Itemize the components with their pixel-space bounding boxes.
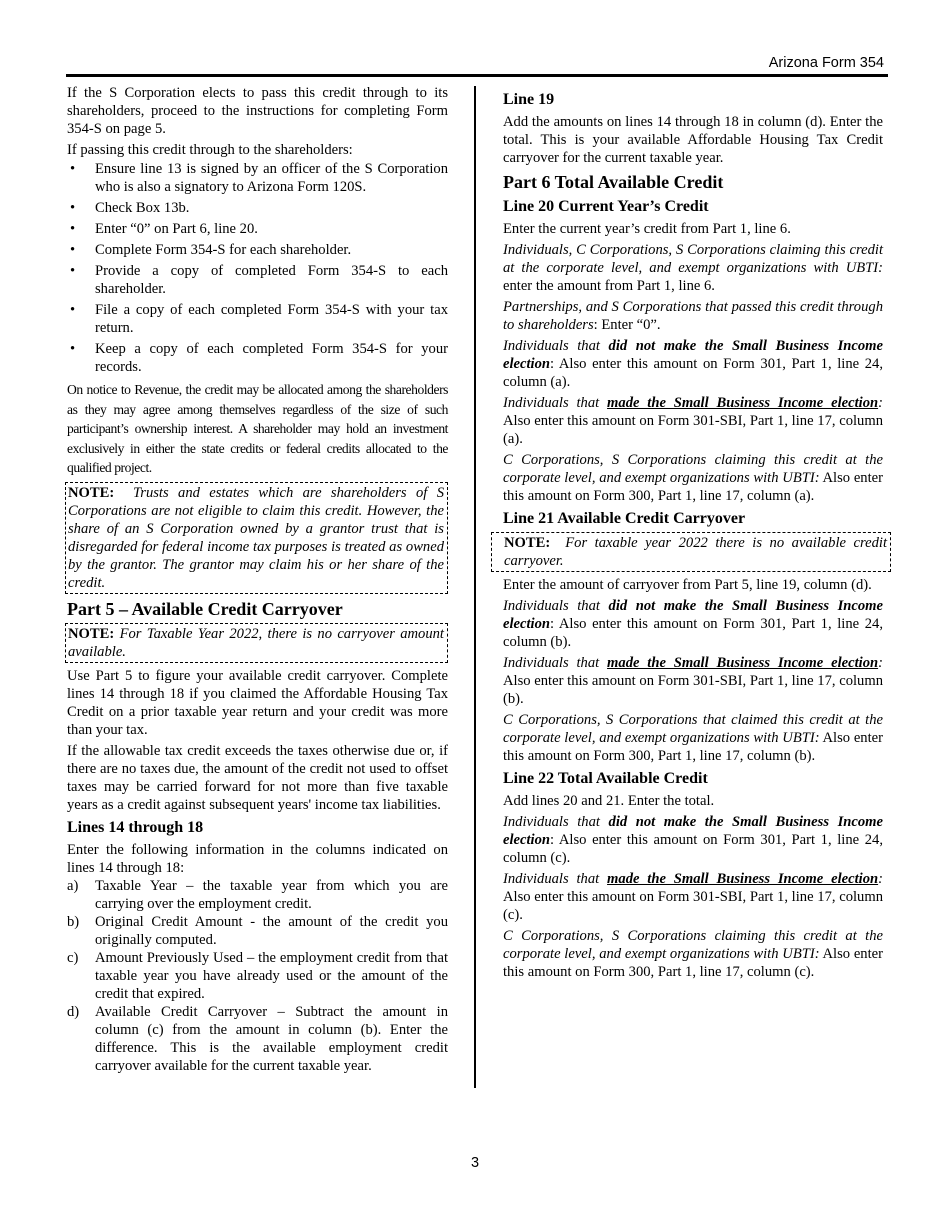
note-box-trusts [65,482,448,594]
colon: : [878,655,883,671]
lines14-18-heading: Lines 14 through 18 [67,818,204,836]
rest-text: Also enter this amount on Form 301-SBI, Part 1, line 17, column (a). [503,413,883,447]
item-text: Original Credit Amount - the amount of the credit you originally computed. [95,913,448,948]
lead-text: Partnerships, and S Corporations that passed this credit through to shareholders [503,299,883,333]
line22-c-corps [503,927,883,981]
notice-paragraph: On notice to Revenue, the credit may be allocated among the shareholders as they may agree among themselves regardless of the size of such participant’s ownership interest. A shareholder may hold an investment exclusively in either the state credits or federal credits allocated to the qualified project. [67,382,448,475]
lead-text: Individuals, C Corporations, S Corporations claiming this credit at the corporate level, and exempt organizations with UBTI: [503,242,883,276]
ind-prefix: Individuals that [503,338,600,354]
rest-text: enter the amount from Part 1, line 6. [503,278,715,294]
list-item [67,949,448,1003]
rest-text: : Enter “0”. [593,317,661,333]
line22-no-sbi [503,813,883,867]
list-item: • Complete Form 354-S for each shareholder. [67,241,448,259]
line20-sbi [503,394,883,448]
note-text: For taxable year 2022 there is no available credit carryover. [504,535,887,569]
note-box-line21 [491,532,891,572]
line22-text: Add lines 20 and 21. Enter the total. [503,793,715,809]
line20-no-sbi [503,337,883,391]
line21-sbi [503,654,883,708]
rest-text: Also enter this amount on Form 300, Part 1, line 17, column (a). [503,470,883,504]
line19-text: Add the amounts on lines 14 through 18 in column (d). Enter the total. This is your available Affordable Housing Tax Credit carryover for the current taxable year. [503,114,883,166]
part5-heading: Part 5 – Available Credit Carryover [67,598,343,619]
ind-prefix: Individuals that [503,655,600,671]
note-label: NOTE: [68,484,115,501]
note-label: NOTE: [68,625,115,642]
page-number: 3 [470,1155,480,1171]
shareholder-steps-list [67,160,448,376]
list-item [67,877,448,913]
item-text: Available Credit Carryover – Subtract the amount in column (c) from the amount in column (b). Enter the difference. This is the available employment credit carryover available for the current taxable year. [95,1003,448,1074]
line20-c-corps [503,451,883,505]
line21-no-sbi [503,597,883,651]
list-item [67,1003,448,1075]
made-election: made the Small Business Income election [607,655,879,671]
rest-text: Also enter this amount on Form 300, Part 1, line 17, column (c). [503,946,883,980]
colon: : [878,395,883,411]
item-label: c) [67,949,79,966]
list-item [67,913,448,949]
lead-text: C Corporations, S Corporations claiming this credit at the corporate level, and exempt organizations with UBTI: [503,452,883,486]
passing-lead: If passing this credit through to the shareholders: [67,142,353,158]
rest-text: Also enter this amount on Form 301-SBI, Part 1, line 17, column (b). [503,673,883,707]
column-instructions-list [67,877,448,1075]
did-not-make-election: did not make the Small Business Income election [503,598,883,632]
list-item: • Enter “0” on Part 6, line 20. [67,220,448,238]
rest-text: Also enter this amount on Form 300, Part 1, line 17, column (b). [503,730,883,764]
rest-text: : Also enter this amount on Form 301, Part 1, line 24, column (c). [503,832,883,866]
line21-text: Enter the amount of carryover from Part 5, line 19, column (d). [503,577,872,593]
line22-sbi [503,870,883,924]
right-column [503,90,887,984]
line20-heading: Line 20 Current Year’s Credit [503,198,709,215]
ind-prefix: Individuals that [503,871,600,887]
rest-text: Also enter this amount on Form 301-SBI, Part 1, line 17, column (c). [503,889,883,923]
note-text: For Taxable Year 2022, there is no carryover amount available. [68,625,444,660]
did-not-make-election: did not make the Small Business Income election [503,814,883,848]
note-text: Trusts and estates which are shareholders of S Corporations are not eligible to claim this credit. However, the share of an S Corporation owned by a grantor trust that is disregarded for federal income tax purposes is treated as owned by the grantor. The grantor may claim his or her share of the credit. [68,484,444,591]
form-name-header: Arizona Form 354 [768,55,884,71]
list-item: • Provide a copy of completed Form 354-S to each shareholder. [67,262,448,298]
ind-prefix: Individuals that [503,598,600,614]
part5-paragraph-1: Use Part 5 to figure your available credit carryover. Complete lines 14 through 18 if you claimed the Affordable Housing Tax Credit on a prior taxable year return and your credit was more than your tax. [67,667,448,738]
colon: : [878,871,883,887]
made-election: made the Small Business Income election [607,871,879,887]
ind-prefix: Individuals that [503,814,600,830]
list-item: • File a copy of each completed Form 354-S with your tax return. [67,301,448,337]
made-election: made the Small Business Income election [607,395,879,411]
line20-text: Enter the current year’s credit from Part 1, line 6. [503,221,791,237]
line19-heading: Line 19 [503,91,555,108]
header-rule [66,74,888,77]
lines14-18-lead: Enter the following information in the columns indicated on lines 14 through 18: [67,841,448,876]
lead-text: C Corporations, S Corporations that claimed this credit at the corporate level, and exempt organizations with UBTI: [503,712,883,746]
left-column [67,84,448,1075]
line20-partnerships [503,298,883,334]
line22-heading: Line 22 Total Available Credit [503,770,708,787]
line21-c-corps [503,711,883,765]
list-item: • Keep a copy of each completed Form 354-S for your records. [67,340,448,376]
item-label: d) [67,1003,80,1020]
rest-text: : Also enter this amount on Form 301, Part 1, line 24, column (b). [503,616,883,650]
lead-text: C Corporations, S Corporations claiming this credit at the corporate level, and exempt organizations with UBTI: [503,928,883,962]
intro-paragraph: If the S Corporation elects to pass this credit through to its shareholders, proceed to the instructions for completing Form 354-S on page 5. [67,85,448,137]
part5-paragraph-2: If the allowable tax credit exceeds the taxes otherwise due or, if there are no taxes due, the amount of the credit not used to offset taxes may be carried forward for not more than five taxable years as a credit against subsequent years' income tax liabilities. [67,742,448,813]
note-label: NOTE: [504,535,551,551]
line20-individuals-corps [503,241,883,295]
part6-heading: Part 6 Total Available Credit [503,172,724,192]
did-not-make-election: did not make the Small Business Income election [503,338,883,372]
column-divider [474,86,476,1088]
note-box-carryover [65,623,448,663]
line21-heading: Line 21 Available Credit Carryover [503,510,746,527]
rest-text: : Also enter this amount on Form 301, Part 1, line 24, column (a). [503,356,883,390]
item-text: Taxable Year – the taxable year from which you are carrying over the employment credit. [95,877,448,912]
item-label: a) [67,877,79,894]
ind-prefix: Individuals that [503,395,600,411]
item-text: Amount Previously Used – the employment credit from that taxable year you have already used or the amount of the credit that expired. [95,949,448,1002]
list-item: • Check Box 13b. [67,199,448,217]
list-item: • Ensure line 13 is signed by an officer of the S Corporation who is also a signatory to Arizona Form 120S. [67,160,448,196]
item-label: b) [67,913,80,930]
